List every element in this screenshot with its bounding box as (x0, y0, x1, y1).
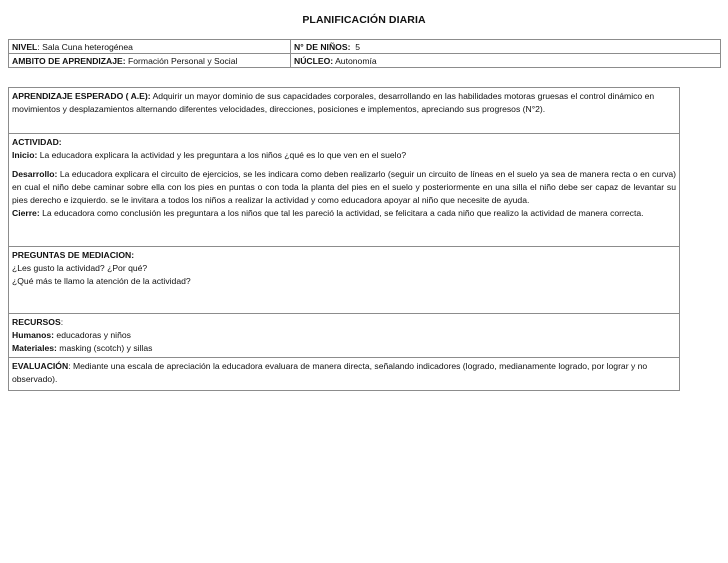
preguntas-label: PREGUNTAS DE MEDIACION: (12, 250, 135, 260)
aprendizaje-label: APRENDIZAJE ESPERADO ( A.E): (12, 91, 151, 101)
ambito-label: AMBITO DE APRENDIZAJE: (12, 55, 126, 66)
nucleo-cell (291, 54, 721, 68)
pregunta-1: ¿Les gusto la actividad? ¿Por qué? (12, 263, 148, 273)
materiales-text: masking (scotch) y sillas (59, 343, 153, 353)
header-table (8, 39, 721, 68)
cierre-text: La educadora como conclusión les preguntara a los niños que tal les pareció la actividad, se felicitara a cada niño que realizo la actividad de manera correcta. (42, 208, 644, 218)
ambito-cell (9, 54, 291, 68)
ambito-value: Formación Personal y Social (128, 55, 238, 66)
pregunta-2: ¿Qué más te llamo la atención de la actividad? (12, 276, 191, 286)
aprendizaje-cell (9, 88, 680, 134)
inicio-text: La educadora explicara la actividad y les preguntara a los niños ¿qué es lo que ven en el suelo? (39, 150, 407, 160)
ninos-cell (291, 40, 721, 54)
inicio-label: Inicio: (12, 150, 38, 160)
humanos-label: Humanos: (12, 330, 55, 340)
preguntas-cell (9, 247, 680, 314)
actividad-cell (9, 134, 680, 247)
recursos-heading (12, 316, 676, 329)
evaluacion-label: EVALUACIÓN (12, 361, 69, 371)
nivel-value: : Sala Cuna heterogénea (37, 41, 133, 52)
actividad-label: ACTIVIDAD: (12, 137, 62, 147)
evaluacion-cell (9, 358, 680, 391)
inicio-paragraph (12, 149, 676, 162)
desarrollo-text: La educadora explicara el circuito de ejercicios, se les indicara como deben realizarlo (seguir un circuito de líneas en el suelo ya sea de manera recta o en curva) en cual el niño debe caminar sobre ella con los pies en puntas o con toda la planta del pies en el suelo y posteriormente en una silla el niño debe ser capaz de levantar su pies derecho e izquierdo. se le invitara a todos los niños a realizar la actividad y como educadora apoyar al niño que necesite de ayuda. (12, 169, 677, 205)
page-title: PLANIFICACIÓN DIARIA (302, 14, 426, 26)
desarrollo-paragraph (12, 168, 676, 207)
planning-table (8, 87, 680, 391)
evaluacion-text: : Mediante una escala de apreciación la educadora evaluara de manera directa, señalando indicadores (logrado, medianamente logrado, por lograr y no observado). (12, 361, 648, 384)
nucleo-label: NÚCLEO: (294, 55, 334, 66)
desarrollo-label: Desarrollo: (12, 169, 58, 179)
humanos-line (12, 329, 676, 342)
nucleo-value: Autonomía (335, 55, 377, 66)
materiales-label: Materiales: (12, 343, 57, 353)
aprendizaje-text: Adquirir un mayor dominio de sus capacidades corporales, desarrollando en las habilidades motoras gruesas el control dinámico en movimientos y desplazamientos alternando diferentes velocidades, direcciones, posiciones e implementos, apreciando sus progresos (N°2). (12, 91, 655, 114)
recursos-colon: : (60, 317, 64, 327)
humanos-text: educadoras y niños (56, 330, 131, 340)
recursos-label: RECURSOS (12, 317, 61, 327)
materiales-line (12, 342, 676, 355)
nivel-cell (9, 40, 291, 54)
ninos-value: 5 (355, 41, 360, 52)
nivel-label: NIVEL (12, 41, 38, 52)
cierre-label: Cierre: (12, 208, 40, 218)
recursos-cell (9, 314, 680, 358)
cierre-paragraph (12, 207, 676, 220)
ninos-label: N° DE NIÑOS: (294, 41, 351, 52)
